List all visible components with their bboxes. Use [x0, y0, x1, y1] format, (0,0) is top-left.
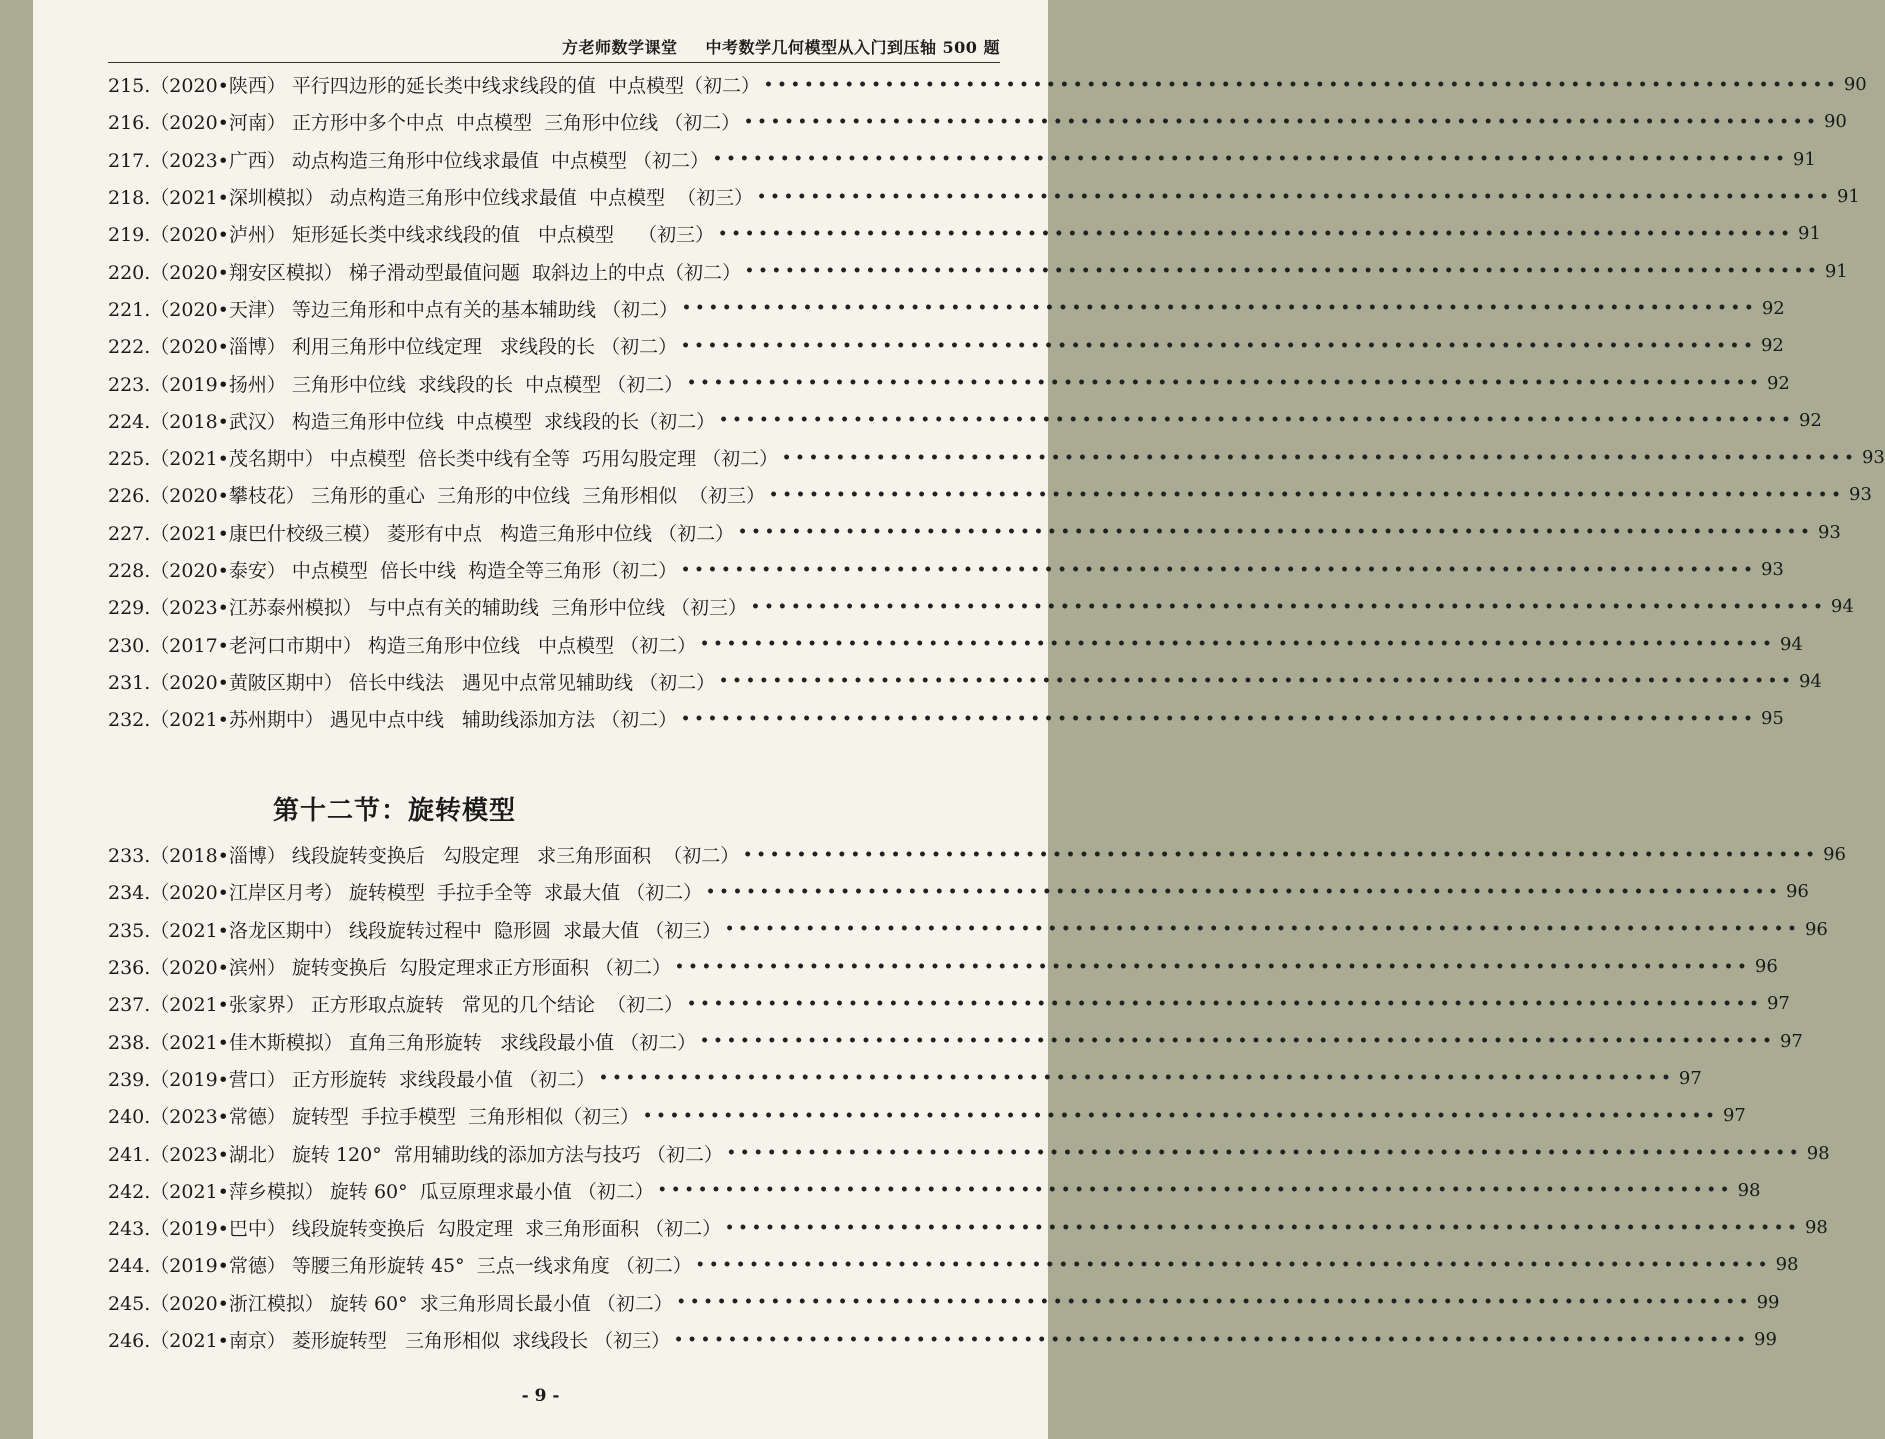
- toc-entry-page: 92: [1798, 409, 1822, 431]
- dot-leader: ••••••••••••••••••••••••••••••••••••••••••••••••••••••••••••••••••••••••••••••••: [744, 113, 1820, 130]
- toc-entry-title: 227.（2021•康巴什校级三模） 菱形有中点 构造三角形中位线 （初二）: [108, 522, 735, 545]
- dot-leader: ••••••••••••••••••••••••••••••••••••••••••••••••••••••••••••••••••••••••••••••••: [726, 1145, 1803, 1162]
- dot-leader: ••••••••••••••••••••••••••••••••••••••••••••••••••••••••••••••••••••••••••••••••: [719, 673, 1795, 690]
- toc-entry[interactable]: [108, 1209, 1828, 1246]
- toc-entry-title: 228.（2020•泰安） 中点模型 倍长中线 构造全等三角形（初二）: [108, 560, 678, 582]
- toc-entry[interactable]: [108, 402, 1822, 439]
- toc-entry-title: 235.（2021•洛龙区期中） 线段旋转过程中 隐形圆 求最大值 （初三）: [108, 919, 722, 942]
- dot-leader: ••••••••••••••••••••••••••••••••••••••••••••••••••••••••••••••••••••••••••••••••: [743, 846, 1820, 863]
- toc-entry[interactable]: [108, 252, 1848, 289]
- dot-leader: ••••••••••••••••••••••••••••••••••••••••••••••••••••••••••••••••••••••••••••••••: [681, 561, 1757, 578]
- toc-entry-page: 96: [1804, 918, 1828, 940]
- dot-leader: ••••••••••••••••••••••••••••••••••••••••••••••••••••••••••••••••••••••••••••••••: [718, 225, 1795, 242]
- toc-entry-title: 245.（2020•浙江模拟） 旋转 60° 求三角形周长最小值 （初二）: [108, 1292, 673, 1315]
- dot-leader: ••••••••••••••••••••••••••••••••••••••••••••••••••••••••••••••••••••••••••••••••: [687, 375, 1763, 392]
- toc-entry-title: 216.（2020•河南） 正方形中多个中点 中点模型 三角形中位线 （初二）: [108, 112, 741, 135]
- dot-leader: ••••••••••••••••••••••••••••••••••••••••••••••••••••••••••••••••••••••••••••••••: [700, 636, 1776, 653]
- toc-entry[interactable]: [108, 625, 1803, 662]
- toc-entry-page: 90: [1843, 74, 1867, 96]
- toc-entry-page: 99: [1756, 1291, 1780, 1313]
- toc-entry[interactable]: [108, 327, 1784, 364]
- toc-entry-page: 98: [1806, 1142, 1830, 1164]
- toc-entry[interactable]: [108, 948, 1778, 985]
- toc-entry-title: 217.（2023•广西） 动点构造三角形中位线求最值 中点模型 （初二）: [108, 149, 710, 172]
- toc-entry-page: 91: [1792, 148, 1816, 170]
- dot-leader: ••••••••••••••••••••••••••••••••••••••••••••••••••••••••••••••••••••••••••••••••: [706, 883, 1782, 900]
- toc-entry[interactable]: [108, 476, 1872, 513]
- dot-leader: ••••••••••••••••••••••••••••••••••••••••••••••••••••••••••••••••••••••••••••••••: [719, 412, 1795, 429]
- dot-leader: ••••••••••••••••••••••••••••••••••••••••••••••••••••••••••••••••••••••••••••••••: [675, 958, 1751, 975]
- toc-entry-title: 229.（2023•江苏泰州模拟） 与中点有关的辅助线 三角形中位线 （初三）: [108, 597, 748, 620]
- toc-entry[interactable]: [108, 178, 1860, 215]
- toc-entry-title: 233.（2018•淄博） 线段旋转变换后 勾股定理 求三角形面积 （初二）: [108, 845, 740, 868]
- toc-entry-page: 93: [1861, 447, 1885, 469]
- toc-entry-page: 93: [1760, 559, 1784, 580]
- dot-leader: ••••••••••••••••••••••••••••••••••••••••••••••••••••••••••••••••••••••••••••••••: [657, 1182, 1734, 1199]
- toc-entry-page: 93: [1817, 521, 1841, 543]
- toc-entry-page: 97: [1722, 1105, 1746, 1127]
- toc-entry-page: 96: [1754, 956, 1778, 978]
- toc-entry[interactable]: [108, 1172, 1761, 1209]
- dot-leader: ••••••••••••••••••••••••••••••••••••••••••••••••••••••••••••••••••••••••••••••••: [725, 1219, 1801, 1236]
- toc-entry-page: 96: [1823, 844, 1846, 866]
- dot-leader: ••••••••••••••••••••••••••••••••••••••••••••••••••••••••••••••••••••••••••••••••: [725, 921, 1801, 938]
- toc-entry[interactable]: [108, 215, 1821, 252]
- dot-leader: ••••••••••••••••••••••••••••••••••••••••••••••••••••••••••••••••••••••••••••••••: [751, 598, 1827, 615]
- document-page: [33, 0, 1885, 1439]
- toc-entry[interactable]: [108, 1060, 1702, 1097]
- toc-entry[interactable]: [108, 1284, 1780, 1321]
- dot-leader: ••••••••••••••••••••••••••••••••••••••••••••••••••••••••••••••••••••••••••••••••: [681, 337, 1757, 354]
- toc-entry-title: 231.（2020•黄陂区期中） 倍长中线法 遇见中点常见辅助线 （初二）: [108, 671, 716, 694]
- toc-entry-page: 97: [1678, 1067, 1702, 1089]
- toc-list-section-11: [108, 66, 1885, 737]
- toc-entry-title: 237.（2021•张家界） 正方形取点旋转 常见的几个结论 （初二）: [108, 994, 684, 1017]
- toc-entry[interactable]: [108, 141, 1816, 178]
- toc-entry-page: 92: [1766, 372, 1790, 394]
- toc-entry[interactable]: [108, 551, 1784, 588]
- toc-entry[interactable]: [108, 663, 1822, 700]
- toc-entry[interactable]: [108, 1097, 1746, 1134]
- dot-leader: ••••••••••••••••••••••••••••••••••••••••••••••••••••••••••••••••••••••••••••••••: [757, 188, 1833, 205]
- page-number: - 9 -: [521, 1386, 560, 1406]
- toc-entry-title: 241.（2023•湖北） 旋转 120° 常用辅助线的添加方法与技巧 （初二）: [108, 1143, 723, 1166]
- section-heading: 第十二节：旋转模型: [273, 796, 517, 826]
- toc-entry-title: 234.（2020•江岸区月考） 旋转模型 手拉手全等 求最大值 （初二）: [108, 882, 703, 905]
- toc-entry[interactable]: [108, 439, 1885, 476]
- dot-leader: ••••••••••••••••••••••••••••••••••••••••••••••••••••••••••••••••••••••••••••••••: [745, 263, 1821, 280]
- toc-list-section-12: [108, 836, 1846, 1358]
- toc-entry[interactable]: [108, 290, 1785, 327]
- dot-leader: ••••••••••••••••••••••••••••••••••••••••••••••••••••••••••••••••••••••••••••••••: [681, 300, 1758, 317]
- dot-leader: ••••••••••••••••••••••••••••••••••••••••••••••••••••••••••••••••••••••••••••••••: [599, 1070, 1675, 1087]
- toc-entry-page: 92: [1760, 335, 1784, 357]
- toc-entry-title: 240.（2023•常德） 旋转型 手拉手模型 三角形相似（初三）: [108, 1106, 640, 1129]
- toc-entry-title: 219.（2020•泸州） 矩形延长类中线求线段的值 中点模型 （初三）: [108, 224, 715, 247]
- toc-entry[interactable]: [108, 836, 1846, 873]
- header-series-name: 方老师数学课堂: [561, 38, 678, 57]
- toc-entry-title: 243.（2019•巴中） 线段旋转变换后 勾股定理 求三角形面积 （初二）: [108, 1218, 722, 1241]
- toc-entry-page: 93: [1849, 484, 1872, 506]
- toc-entry[interactable]: [108, 700, 1784, 737]
- toc-entry-page: 92: [1761, 297, 1785, 319]
- toc-entry-title: 246.（2021•南京） 菱形旋转型 三角形相似 求线段长 （初三）: [108, 1330, 671, 1352]
- toc-entry[interactable]: [108, 911, 1828, 948]
- toc-entry-page: 96: [1785, 881, 1809, 903]
- toc-entry-page: 97: [1766, 993, 1790, 1015]
- toc-entry-title: 215.（2020•陕西） 平行四边形的延长类中线求线段的值 中点模型（初二）: [108, 75, 760, 98]
- toc-entry-page: 90: [1823, 111, 1847, 133]
- dot-leader: ••••••••••••••••••••••••••••••••••••••••••••••••••••••••••••••••••••••••••••••••: [713, 151, 1789, 168]
- toc-entry[interactable]: [108, 66, 1867, 103]
- toc-entry-page: 91: [1836, 186, 1860, 208]
- toc-entry-title: 226.（2020•攀枝花） 三角形的重心 三角形的中位线 三角形相似 （初三）: [108, 485, 766, 508]
- toc-entry[interactable]: [108, 364, 1790, 401]
- dot-leader: ••••••••••••••••••••••••••••••••••••••••••••••••••••••••••••••••••••••••••••••••: [643, 1107, 1719, 1124]
- toc-entry-page: 98: [1775, 1254, 1799, 1276]
- toc-entry[interactable]: [108, 588, 1854, 625]
- toc-entry-page: 91: [1824, 260, 1848, 282]
- dot-leader: ••••••••••••••••••••••••••••••••••••••••••••••••••••••••••••••••••••••••••••••••: [700, 1033, 1776, 1050]
- toc-entry-title: 218.（2021•深圳模拟） 动点构造三角形中位线求最值 中点模型 （初三）: [108, 187, 754, 210]
- toc-entry[interactable]: [108, 1022, 1803, 1059]
- dot-leader: ••••••••••••••••••••••••••••••••••••••••••••••••••••••••••••••••••••••••••••••••: [681, 710, 1757, 727]
- dot-leader: ••••••••••••••••••••••••••••••••••••••••••••••••••••••••••••••••••••••••••••••••: [695, 1256, 1772, 1273]
- toc-entry-title: 222.（2020•淄博） 利用三角形中位线定理 求线段的长 （初二）: [108, 336, 678, 359]
- toc-entry-title: 238.（2021•佳木斯模拟） 直角三角形旋转 求线段最小值 （初二）: [108, 1031, 697, 1054]
- header-book-title: 中考数学几何模型从入门到压轴 500 题: [705, 38, 1000, 57]
- toc-entry-page: 94: [1779, 633, 1803, 655]
- toc-entry-title: 224.（2018•武汉） 构造三角形中位线 中点模型 求线段的长（初二）: [108, 410, 716, 433]
- toc-entry[interactable]: [108, 1321, 1777, 1358]
- toc-entry-page: 94: [1830, 596, 1854, 618]
- toc-entry-title: 244.（2019•常德） 等腰三角形旋转 45° 三点一线求角度 （初二）: [108, 1255, 692, 1278]
- toc-entry[interactable]: [108, 103, 1847, 140]
- dot-leader: ••••••••••••••••••••••••••••••••••••••••••••••••••••••••••••••••••••••••••••••••: [676, 1294, 1753, 1311]
- toc-entry-title: 242.（2021•萍乡模拟） 旋转 60° 瓜豆原理求最小值 （初二）: [108, 1180, 654, 1203]
- toc-entry-page: 98: [1737, 1179, 1761, 1201]
- dot-leader: ••••••••••••••••••••••••••••••••••••••••••••••••••••••••••••••••••••••••••••••••: [769, 486, 1846, 503]
- toc-entry[interactable]: [108, 1134, 1830, 1171]
- toc-entry-page: 99: [1754, 1329, 1777, 1350]
- dot-leader: ••••••••••••••••••••••••••••••••••••••••••••••••••••••••••••••••••••••••••••••••: [687, 995, 1763, 1012]
- toc-entry-title: 220.（2020•翔安区模拟） 梯子滑动型最值问题 取斜边上的中点（初二）: [108, 261, 741, 284]
- toc-entry[interactable]: [108, 514, 1841, 551]
- toc-entry-page: 97: [1779, 1030, 1803, 1052]
- toc-entry-page: 98: [1804, 1217, 1828, 1239]
- running-header: [108, 26, 1000, 63]
- toc-entry-page: 95: [1760, 708, 1784, 730]
- toc-entry-page: 94: [1798, 670, 1822, 692]
- toc-entry-page: 91: [1798, 223, 1821, 245]
- toc-entry-title: 236.（2020•滨州） 旋转变换后 勾股定理求正方形面积 （初二）: [108, 957, 672, 980]
- toc-entry-title: 223.（2019•扬州） 三角形中位线 求线段的长 中点模型 （初二）: [108, 373, 684, 396]
- dot-leader: ••••••••••••••••••••••••••••••••••••••••••••••••••••••••••••••••••••••••••••••••: [674, 1331, 1751, 1348]
- toc-entry[interactable]: [108, 985, 1790, 1022]
- dot-leader: ••••••••••••••••••••••••••••••••••••••••••••••••••••••••••••••••••••••••••••••••: [764, 76, 1840, 93]
- toc-entry-title: 221.（2020•天津） 等边三角形和中点有关的基本辅助线 （初二）: [108, 298, 678, 321]
- toc-entry[interactable]: [108, 1246, 1799, 1283]
- toc-entry-title: 239.（2019•营口） 正方形旋转 求线段最小值 （初二）: [108, 1068, 596, 1091]
- toc-entry-title: 232.（2021•苏州期中） 遇见中点中线 辅助线添加方法 （初二）: [108, 709, 678, 732]
- toc-entry-title: 230.（2017•老河口市期中） 构造三角形中位线 中点模型 （初二）: [108, 634, 697, 657]
- dot-leader: ••••••••••••••••••••••••••••••••••••••••••••••••••••••••••••••••••••••••••••••••: [782, 449, 1858, 466]
- dot-leader: ••••••••••••••••••••••••••••••••••••••••••••••••••••••••••••••••••••••••••••••••: [738, 524, 1814, 541]
- toc-entry-title: 225.（2021•茂名期中） 中点模型 倍长类中线有全等 巧用勾股定理 （初二）: [108, 448, 779, 471]
- toc-entry[interactable]: [108, 873, 1809, 910]
